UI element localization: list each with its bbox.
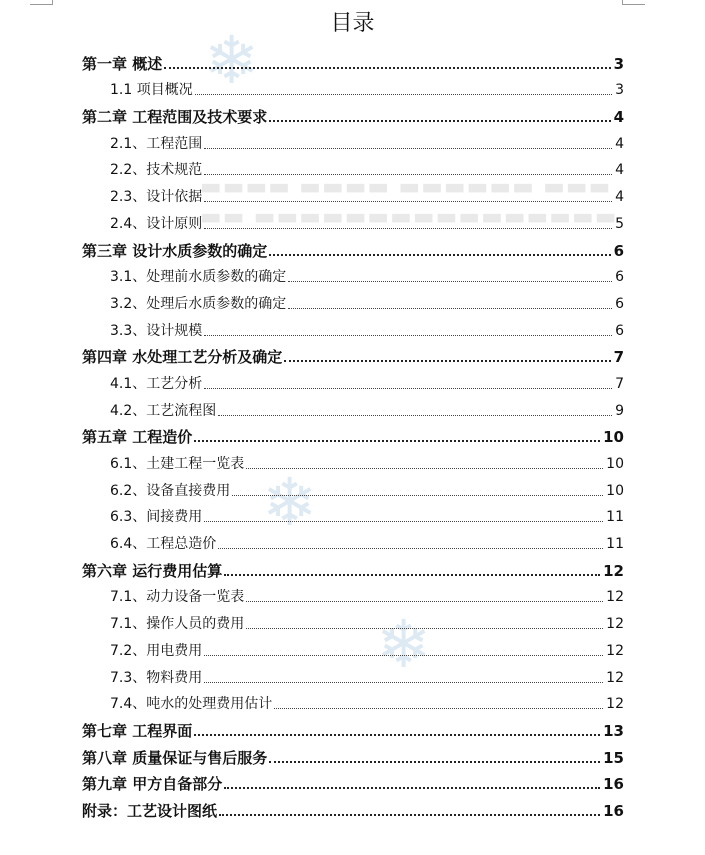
- toc-page-number: 13: [603, 721, 624, 740]
- toc-entry-label: 1.1 项目概况: [110, 82, 193, 99]
- page-title: 目录: [330, 11, 375, 36]
- toc-entry-label: 6.2、设备直接费用: [110, 482, 231, 499]
- toc-page-number: 6: [615, 322, 624, 339]
- toc-page-number: 3: [613, 54, 624, 73]
- toc-section-entry[interactable]: [110, 609, 624, 636]
- toc-chapter-entry[interactable]: [82, 423, 624, 450]
- watermark-text: ▬▬▬▬ ▬▬▬▬ ▬▬▬▬▬▬ ▬▬▬ ▬▬ ▬▬▬▬▬▬▬▬▬▬▬▬▬▬▬▬: [200, 174, 618, 230]
- toc-chapter-entry[interactable]: [82, 770, 624, 797]
- toc-entry-label: 3.3、设计规模: [110, 322, 203, 339]
- dot-leader: [269, 254, 610, 256]
- dot-leader: [246, 468, 603, 469]
- dot-leader: [224, 574, 600, 576]
- toc-page-number: 11: [606, 509, 624, 526]
- toc-section-entry[interactable]: [110, 289, 624, 316]
- toc-entry-label: 第三章 设计水质参数的确定: [82, 241, 268, 260]
- toc-page-number: 7: [615, 375, 624, 392]
- toc-section-entry[interactable]: [110, 182, 624, 209]
- toc-page-number: 3: [615, 82, 624, 99]
- toc-section-entry[interactable]: [110, 663, 624, 690]
- toc-page-number: 10: [606, 482, 624, 499]
- toc-entry-label: 附录：工艺设计图纸: [82, 801, 218, 820]
- dot-leader: [204, 228, 612, 229]
- dot-leader: [194, 734, 600, 736]
- page-corner-mark-top-left: [30, 0, 53, 5]
- dot-leader: [204, 388, 612, 389]
- toc-page-number: 10: [603, 428, 624, 447]
- toc-page-number: 12: [606, 696, 624, 713]
- toc-entry-label: 4.2、工艺流程图: [110, 402, 217, 419]
- toc-entry-label: 3.1、处理前水质参数的确定: [110, 269, 287, 286]
- toc-page-number: 12: [606, 642, 624, 659]
- toc-section-entry[interactable]: [110, 636, 624, 663]
- page-corner-mark-top-right: [622, 0, 645, 5]
- table-of-contents: [0, 49, 705, 823]
- toc-page-number: 9: [615, 402, 624, 419]
- toc-page-number: 15: [603, 748, 624, 767]
- dot-leader: [204, 682, 603, 683]
- toc-page-number: 4: [613, 108, 624, 127]
- toc-page-number: 11: [606, 536, 624, 553]
- toc-page-number: 5: [615, 215, 624, 232]
- dot-leader: [218, 548, 603, 549]
- toc-section-entry[interactable]: [110, 529, 624, 556]
- toc-entry-label: 6.3、间接费用: [110, 509, 203, 526]
- dot-leader: [204, 335, 612, 336]
- toc-entry-label: 第二章 工程范围及技术要求: [82, 108, 268, 127]
- toc-section-entry[interactable]: [110, 369, 624, 396]
- dot-leader: [195, 94, 612, 95]
- dot-leader: [284, 360, 610, 362]
- dot-leader: [204, 655, 603, 656]
- toc-page-number: 12: [606, 589, 624, 606]
- toc-entry-label: 第八章 质量保证与售后服务: [82, 748, 268, 767]
- toc-entry-label: 7.1、动力设备一览表: [110, 589, 245, 606]
- toc-page-number: 12: [606, 669, 624, 686]
- toc-chapter-entry[interactable]: [82, 796, 624, 823]
- toc-page-number: 4: [615, 189, 624, 206]
- dot-leader: [204, 201, 612, 202]
- toc-page-number: 12: [603, 561, 624, 580]
- toc-page-number: 4: [615, 135, 624, 152]
- dot-leader: [269, 761, 600, 763]
- dot-leader: [224, 787, 600, 789]
- toc-section-entry[interactable]: [110, 690, 624, 717]
- toc-chapter-entry[interactable]: [82, 743, 624, 770]
- toc-chapter-entry[interactable]: [82, 236, 624, 263]
- toc-section-entry[interactable]: [110, 583, 624, 610]
- toc-section-entry[interactable]: [110, 209, 624, 236]
- toc-page-number: 7: [613, 348, 624, 367]
- toc-section-entry[interactable]: [110, 263, 624, 290]
- toc-page-number: 6: [615, 295, 624, 312]
- snowflake-watermark-icon: ❄: [376, 606, 432, 683]
- dot-leader: [194, 440, 600, 442]
- toc-entry-label: 第五章 工程造价: [82, 428, 193, 447]
- dot-leader: [288, 281, 612, 282]
- toc-entry-label: 7.3、物料费用: [110, 669, 203, 686]
- toc-entry-label: 第一章 概述: [82, 54, 163, 73]
- toc-chapter-entry[interactable]: [82, 716, 624, 743]
- dot-leader: [204, 521, 603, 522]
- toc-section-entry[interactable]: [110, 76, 624, 103]
- toc-page-number: 6: [615, 269, 624, 286]
- toc-entry-label: 2.1、工程范围: [110, 135, 203, 152]
- toc-section-entry[interactable]: [110, 476, 624, 503]
- dot-leader: [204, 174, 612, 175]
- toc-entry-label: 第六章 运行费用估算: [82, 561, 223, 580]
- toc-entry-label: 6.4、工程总造价: [110, 536, 217, 553]
- dot-leader: [232, 495, 603, 496]
- toc-page-number: 12: [606, 616, 624, 633]
- toc-entry-label: 6.1、土建工程一览表: [110, 456, 245, 472]
- toc-section-entry[interactable]: [110, 396, 624, 423]
- toc-chapter-entry[interactable]: [82, 49, 624, 76]
- toc-entry-label: 7.1、操作人员的费用: [110, 616, 245, 633]
- toc-entry-label: 7.2、用电费用: [110, 642, 203, 659]
- toc-section-entry[interactable]: [110, 129, 624, 156]
- toc-section-entry[interactable]: [110, 503, 624, 530]
- toc-chapter-entry[interactable]: [82, 102, 624, 129]
- toc-section-entry[interactable]: [110, 449, 624, 476]
- toc-page-number: 10: [606, 456, 624, 472]
- toc-entry-label: 第九章 甲方自备部分: [82, 775, 223, 794]
- dot-leader: [218, 415, 612, 416]
- toc-entry-label: 第四章 水处理工艺分析及确定: [82, 348, 283, 367]
- toc-page-number: 16: [603, 775, 624, 794]
- dot-leader: [288, 308, 612, 309]
- toc-section-entry[interactable]: [110, 316, 624, 343]
- dot-leader: [219, 814, 600, 816]
- toc-page-number: 4: [615, 162, 624, 179]
- dot-leader: [164, 67, 610, 69]
- toc-entry-label: 4.1、工艺分析: [110, 375, 203, 392]
- toc-entry-label: 3.2、处理后水质参数的确定: [110, 295, 287, 312]
- toc-chapter-entry[interactable]: [82, 343, 624, 370]
- toc-entry-label: 第七章 工程界面: [82, 721, 193, 740]
- toc-page-number: 16: [603, 801, 624, 820]
- snowflake-watermark-icon: ❄: [262, 464, 318, 541]
- toc-chapter-entry[interactable]: [82, 556, 624, 583]
- dot-leader: [274, 708, 603, 709]
- dot-leader: [246, 628, 603, 629]
- dot-leader: [246, 601, 603, 602]
- dot-leader: [204, 148, 612, 149]
- toc-entry-label: 7.4、吨水的处理费用估计: [110, 696, 273, 713]
- toc-entry-label: 2.3、设计依据: [110, 189, 203, 206]
- snowflake-watermark-icon: ❄: [204, 22, 260, 99]
- toc-page-number: 6: [613, 241, 624, 260]
- dot-leader: [269, 120, 610, 122]
- toc-entry-label: 2.2、技术规范: [110, 162, 203, 179]
- toc-entry-label: 2.4、设计原则: [110, 215, 203, 232]
- toc-section-entry[interactable]: [110, 156, 624, 183]
